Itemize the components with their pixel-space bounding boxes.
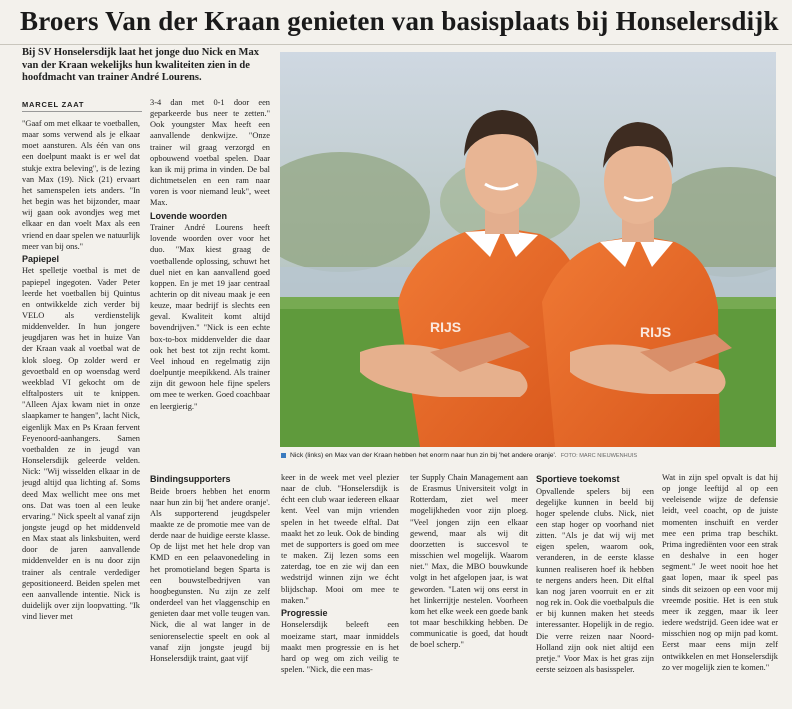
paragraph: Het spelletje voetbal is met de papiepel ingegoten. Vader Peter leerde het voetballen bij Quintus en ontwikkelde zich verder bij VELO als verdienstelijk middenvelder. In hun jongere jeugdjaren was het in huize Van der Kraan vaak al voetbal wat de klok sloeg. Op zolder werd er gevoetbald en op woensdag werd weekblad VI gekocht om de elftalposters uit te knippen. "Alleen Ajax kwam niet in onze slaapkamer te hangen", lacht Nick, eigenlijk Max en Ps Kraan fervent Feyenoord-aanhangers. Samen voetbalden ze in jeugd van Honselersdijk geleerde velden. Nick: "Wij wisselden elkaar in de jeugd altijd qua lichting af. Soms deed Max wellicht mee ons met ons. Dat was toen al een leuke ervaring." Nick speelt al vanaf zijn jongste jeugd op het middenveld en Max staat als linksbuiten, werd door de jaren aanvallende middenvelder en is nu door zijn trainer als centrale verdediger gepositioneerd. Beiden spelen met een aanvallende intentie. Nick is duidelijk over zijn loopvatting. "Ik vind liever met <box>22 266 140 622</box>
subheading: Papiepel <box>22 253 60 264</box>
subheading: Lovende woorden <box>150 210 228 221</box>
column-1 <box>22 118 140 704</box>
paragraph: Opvallende spelers bij een degelijke kunnen in beeld bij hoger spelende clubs. Nick, niet een stap hoger op voorhand niet zitten. "Als je dat wij wij met eigen spelen, waarom ook, veranderen, in de eerste klasse kunnen realiseren hoef ik hebben te nergens anders heen. Dit elftal kan nog jaren voorruit en er zit nog rek in. Ook die voetbalpuls die er bij kunnen maken het steeds interessanter. Hopelijk in de regio. Die verre reizen naar Noord-Holland zijn ook niet altijd een pretje." Voor Max is het gras zijn eerste seizoen als basisspeler. <box>536 486 654 674</box>
paragraph: ter Supply Chain Management aan de Erasmus Universiteit volgt in Rotterdam, ziet wel meer mogelijkheden voor zijn ploeg. "Veel jongen zijn een elkaar gewend, maar als wij dit doorzetten is succesvol te misschien wel mogelijk. Waarom niet." Max, die MBO bouwkunde volgt in het afgelopen jaar, is wat geworden. "Laten wij ons eerst in het linkerrijtje nestelen. Voorheen kom het elke week een goede bank tot maar beschikking hebben. De communicatie is goed, dat houdt de boel scherp." <box>410 473 528 650</box>
column-3 <box>150 472 270 704</box>
paragraph: Trainer André Lourens heeft lovende woorden over voor het duo. "Max kiest graag de voetballende oplossing, schuwt het duel niet en kan aanvallend goed koppen. En je met 19 jaar centraal achterin op dit niveau maak je een keuze, maar bedrijf is slechts een geval. Kwaliteit komt altijd bovendrijven." "Nick is een echte box-to-box middenvelder die daar ook het best tot zijn recht komt. Veel inhoud en regelmatig zijn doelpuntje meepikkend. Als trainer zijn dit gewoon hele fijne spelers om mee te werken. Goed coachbaar en leergierig." <box>150 223 270 411</box>
headline-rule <box>0 44 792 45</box>
article-photo <box>280 52 776 447</box>
paragraph: "Gaaf om met elkaar te voetballen, maar soms verwend als je elkaar moet aansturen. Als één van ons een doelpunt maakt is er wel dat stukje extra beleving", is de lezing van Max (19). Nick (21) ervaart het samenspelen iets anders. "In het begin was het bijzonder, maar wij gaan ook avondjes weg met elkaar en dan voelt Max als een vriend en daar spelen we natuurlijk meer van bij ons." <box>22 119 140 251</box>
column-2 <box>150 97 270 467</box>
paragraph: keer in de week met veel plezier naar de club. "Honselersdijk is écht een club waar iedereen elkaar kent. Veel van mijn vrienden spelen in het tweede elftal. Dat maakt het zo leuk. Ook de binding met de supporters is goed om mee te maken. Zij lezen soms een zaterdag, toe en zie wij dan een wedstrijd winnen zijn we écht blijdschap. Mooi om mee te maken." <box>281 473 399 605</box>
caption-marker <box>281 453 286 458</box>
article-intro: Bij SV Honselersdijk laat het jonge duo Nick en Max van der Kraan wekelijks hun kwaliteiten zien in de hoofdmacht van trainer André Lourens. <box>22 47 259 83</box>
photo-caption <box>281 452 776 459</box>
photo-credit: FOTO: MARC NIEUWENHUIS <box>560 453 638 459</box>
article-byline: MARCEL ZAAT <box>22 100 142 112</box>
column-5 <box>410 472 528 704</box>
svg-text:RIJS: RIJS <box>430 319 462 335</box>
column-6 <box>536 472 654 704</box>
subheading: Sportieve toekomst <box>536 474 620 484</box>
caption-text: Nick (links) en Max van der Kraan hebben het enorm naar hun zin bij 'het andere oranje'. <box>290 452 557 459</box>
subheading: Progressie <box>281 607 328 618</box>
photo-brothers <box>280 52 776 447</box>
subheading: Bindingsupporters <box>150 474 231 484</box>
paragraph: Honselersdijk beleeft een moeizame start, maar inmiddels maakt men progressie en is het hard op weg om zich veilig te spelen. "Nick, die een mas- <box>281 620 399 674</box>
article-headline: Broers Van der Kraan genieten van basisplaats bij Honselersdijk <box>20 6 779 36</box>
paragraph: Beide broers hebben het enorm naar hun zin bij 'het andere oranje'. Als supporterend jeugdspeler maakte ze de promotie mee van de derde naar de huidige eerste klasse. Op de lijst met het hele drop van KMD en een pelaavonedeling in het promotieland begen Sparta is een bouwstelbedrijven van hoogbegunsten. Nu zijn ze zelf onderdeel van het vlaggenschip en genieten daar met volle teugen van. Nick, die al wat langer in de seniorenselectie speelt en ook al vanaf zijn jongste jeugd bij Honselersdijk traint, gaat vijf <box>150 486 270 663</box>
paragraph: 3-4 dan met 0-1 door een geparkeerde bus neer te zetten." Ook youngster Max heeft een aanvallende denkwijze. "Onze trainer wil graag verzorgd en opbouwend voetbal spelen. Daar kan ik mij prima in vinden. De bal dichtmetselen en een ram naar voren is voor niemand leuk", weet Max. <box>150 98 270 208</box>
svg-text:RIJS: RIJS <box>640 324 672 340</box>
paragraph: Wat in zijn spel opvalt is dat hij op jonge leeftijd al op een veeleisende wijze de defensie leidt, veel coacht, op de juiste momenten inschuift en verder mee een prima trap beschikt. Prima ingrediënten voor een strak en deshalve in een hoger segment." Je weet nooit hoe het gaat lopen, maar ik speel pas sinds dit seizoen op een voor mij vreemde positie. Het is een stuk meer ik zeggen, maar ik leer iedere wedstrijd. Geen idee wat er misschien nog op mijn pad komt. Eerst maar eens mijn zelf ontwikkelen en met Honselersdijk zo ver mogelijk zien te komen." <box>662 473 778 672</box>
column-7 <box>662 472 778 704</box>
column-4 <box>281 472 399 704</box>
